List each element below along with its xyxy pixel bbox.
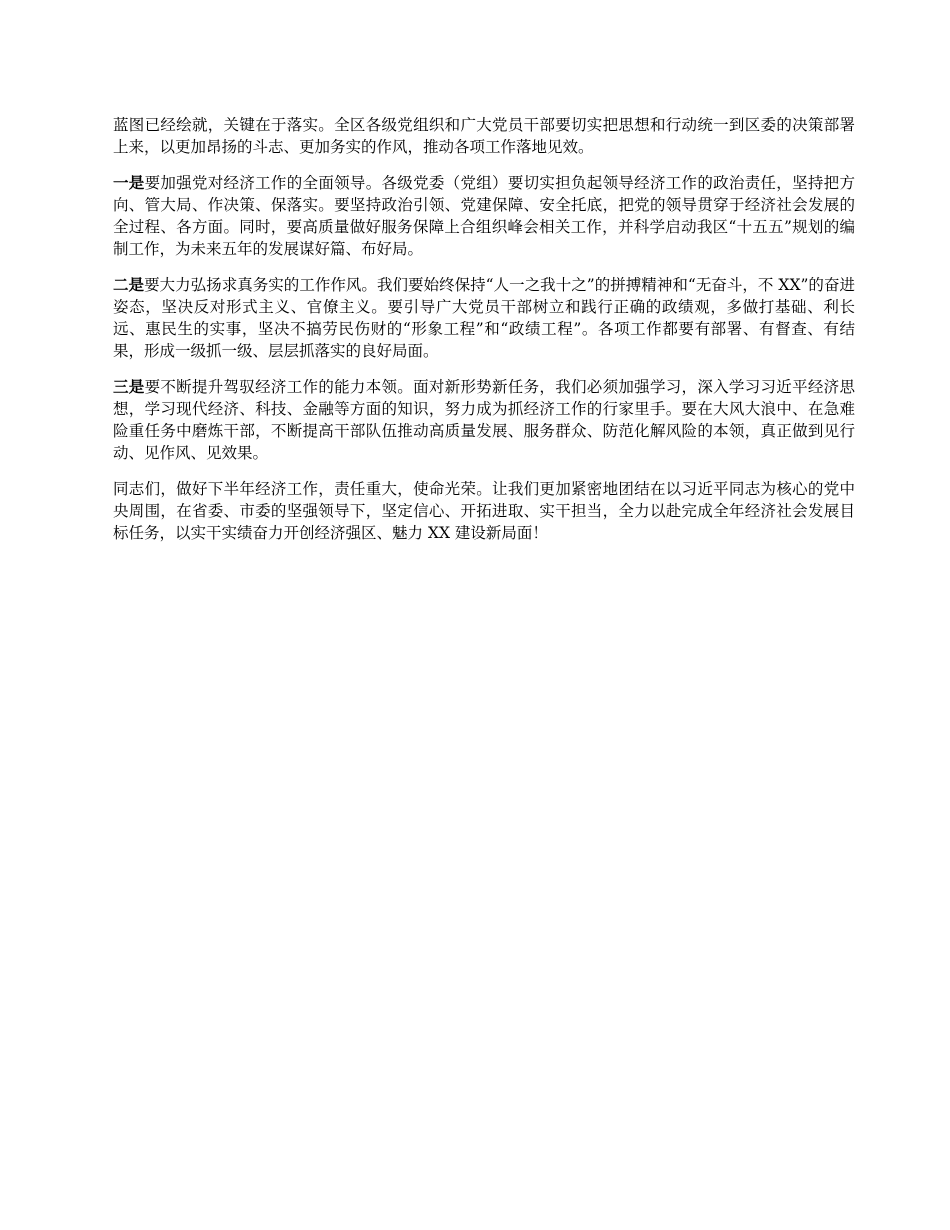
- paragraph-point-two: [113, 274, 855, 362]
- paragraph-text: 同志们，做好下半年经济工作，责任重大，使命光荣。让我们更加紧密地团结在以习近平同志为核心的党中央周围，在省委、市委的坚强领导下，坚定信心、开拓进取、实干担当，全力以赴完成全年经济社会发展目标任务，以实干实绩奋力开创经济强区、魅力 XX 建设新局面！: [113, 480, 855, 542]
- paragraph-closing: [113, 478, 855, 544]
- paragraph-point-one: [113, 172, 855, 260]
- paragraph-point-three: [113, 376, 855, 464]
- paragraph-lead: 三是: [113, 377, 145, 396]
- paragraph-lead: 二是: [113, 275, 145, 294]
- paragraph-text: 蓝图已经绘就，关键在于落实。全区各级党组织和广大党员干部要切实把思想和行动统一到区委的决策部署上来，以更加昂扬的斗志、更加务实的作风，推动各项工作落地见效。: [113, 116, 855, 156]
- paragraph-text: 要加强党对经济工作的全面领导。各级党委（党组）要切实担负起领导经济工作的政治责任，坚持把方向、管大局、作决策、保落实。要坚持政治引领、党建保障、安全托底，把党的领导贯穿于经济社会发展的全过程、各方面。同时，要高质量做好服务保障上合组织峰会相关工作，并科学启动我区“十五五”规划的编制工作，为未来五年的发展谋好篇、布好局。: [113, 174, 855, 258]
- paragraph-intro: [113, 114, 855, 158]
- paragraph-text: 要不断提升驾驭经济工作的能力本领。面对新形势新任务，我们必须加强学习，深入学习习近平经济思想，学习现代经济、科技、金融等方面的知识，努力成为抓经济工作的行家里手。要在大风大浪中、在急难险重任务中磨炼干部，不断提高干部队伍推动高质量发展、服务群众、防范化解风险的本领，真正做到见行动、见作风、见效果。: [113, 378, 855, 462]
- document-body: [113, 114, 855, 558]
- paragraph-text: 要大力弘扬求真务实的工作作风。我们要始终保持“人一之我十之”的拼搏精神和“无奋斗，不 XX”的奋进姿态，坚决反对形式主义、官僚主义。要引导广大党员干部树立和践行正确的政绩观，多做打基础、利长远、惠民生的实事，坚决不搞劳民伤财的“形象工程”和“政绩工程”。各项工作都要有部署、有督查、有结果，形成一级抓一级、层层抓落实的良好局面。: [113, 276, 855, 360]
- paragraph-lead: 一是: [113, 173, 145, 192]
